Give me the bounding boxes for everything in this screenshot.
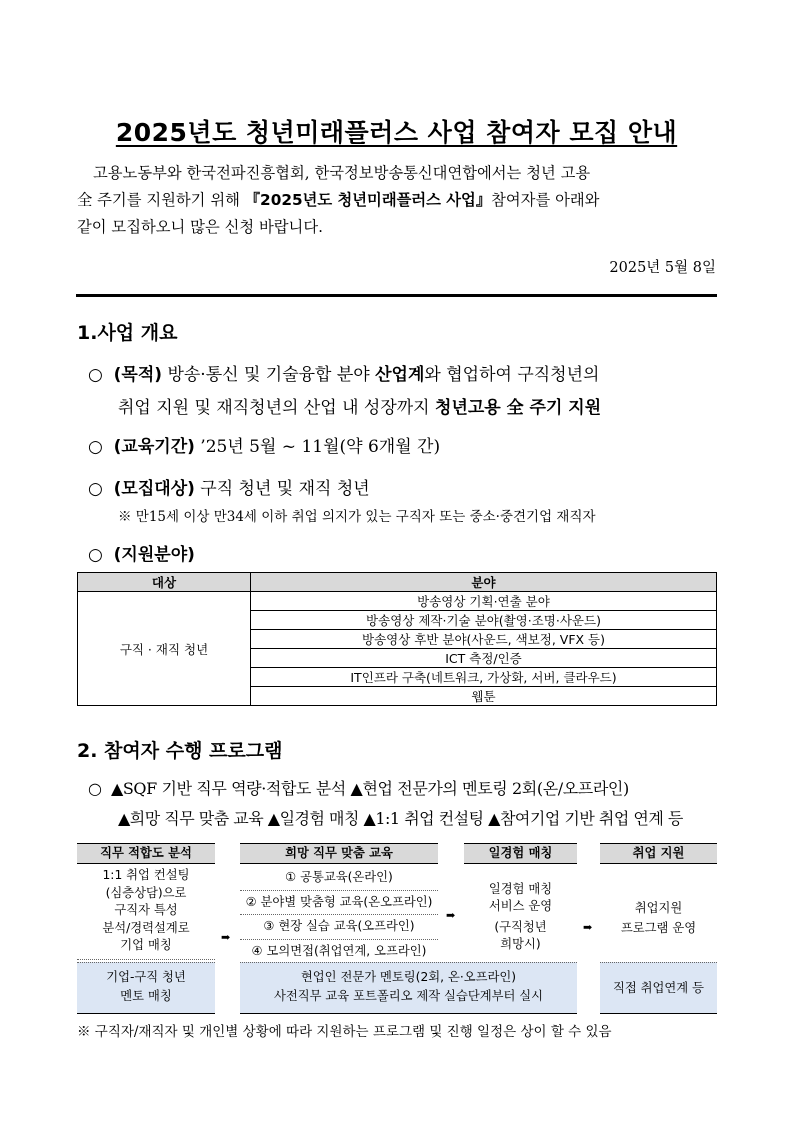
flow-item: ④ 모의면접(취업연계, 오프라인): [251, 943, 427, 958]
flow-item: ② 분야별 맞춤형 교육(온오프라인): [240, 891, 438, 916]
flow-text: 사전직무 교육 포트폴리오 제작 실습단계부터 실시: [274, 989, 543, 1003]
target-note: ※ 만15세 이상 만34세 이하 취업 의지가 있는 구직자 또는 중소·중견기업 재직자: [118, 509, 596, 525]
flow-mentor-matching: [77, 962, 215, 1014]
flow-text: 멘토 매칭: [120, 989, 172, 1003]
flow-col-training: [240, 843, 438, 963]
flow-mentoring: [240, 962, 577, 1014]
intro-line-2: 全 주기를 지원하기 위해 『2025년도 청년미래플러스 사업』참여자를 아래와: [77, 191, 600, 209]
table-header-row: [78, 573, 717, 592]
notice-date: 2025년 5월 8일: [609, 260, 716, 276]
program-summary-line-1: ○ ▲SQF 기반 직무 역량·적합도 분석 ▲현업 전문가의 멘토링 2회(온/오프라인): [88, 779, 629, 798]
arrow-icon: ➡: [446, 909, 456, 922]
fields-table: [77, 572, 717, 706]
page-title: 2025년도 청년미래플러스 사업 참여자 모집 안내: [115, 118, 678, 147]
flow-direct-employment: 직접 취업연계 등: [600, 962, 717, 1014]
flow-text: 서비스 운영: [488, 899, 553, 913]
flow-text: (심층상담)으로: [105, 885, 187, 900]
flow-col-work-experience: [464, 843, 577, 953]
flow-item: ③ 현장 실습 교육(오프라인): [240, 915, 438, 940]
divider: [76, 294, 717, 297]
target-item: ○ (모집대상) 구직 청년 및 재직 청년: [88, 479, 370, 499]
flow-header: 희망 직무 맞춤 교육: [240, 843, 438, 864]
flow-text: 현업인 전문가 멘토링(2회, 온·오프라인): [300, 970, 517, 984]
purpose-item: ○ (목적) 방송·통신 및 기술융합 분야 산업계와 협업하여 구직청년의: [88, 365, 600, 385]
flow-text: 1:1 취업 컨설팅: [102, 868, 190, 882]
flow-col-employment: [600, 843, 717, 938]
flow-text: 취업지원: [634, 901, 683, 915]
period-item: ○ (교육기간) ’25년 5월 ~ 11월(약 6개월 간): [88, 437, 441, 457]
flow-header: 일경험 매칭: [464, 843, 577, 864]
flow-text: 일경험 매칭: [488, 882, 553, 896]
intro-line-3: 같이 모집하오니 많은 신청 바랍니다.: [77, 218, 323, 236]
table-row: [78, 592, 717, 611]
col-target-header: 대상: [78, 573, 251, 592]
flow-header: 취업 지원: [600, 843, 717, 864]
section-2-heading: 2. 참여자 수행 프로그램: [77, 740, 283, 762]
field-cell: 웹툰: [251, 687, 717, 706]
flow-header: 직무 적합도 분석: [77, 843, 215, 864]
flow-text: 프로그램 운영: [620, 921, 697, 935]
purpose-item-line-2: 취업 지원 및 재직청년의 산업 내 성장까지 청년고용 全 주기 지원: [118, 398, 602, 418]
field-cell: ICT 측정/인증: [251, 649, 717, 668]
flow-text: 구직자 특성: [114, 903, 178, 917]
col-field-header: 분야: [251, 573, 717, 592]
section-1-heading: 1.사업 개요: [77, 322, 178, 344]
field-cell: IT인프라 구축(네트워크, 가상화, 서버, 클라우드): [251, 668, 717, 687]
flow-text: (구직청년: [494, 920, 547, 934]
program-name: 『2025년도 청년미래플러스 사업』: [244, 191, 492, 209]
field-cell: 방송영상 후반 분야(사운드, 색보정, VFX 등): [251, 630, 717, 649]
flow-text: 기업-구직 청년: [106, 970, 186, 984]
flow-text: 기업 매칭: [120, 938, 172, 952]
arrow-icon: ➡: [221, 931, 231, 944]
field-cell: 방송영상 기획·연출 분야: [251, 592, 717, 611]
flow-item: ① 공통교육(온라인): [240, 866, 438, 891]
program-summary-line-2: ▲희망 직무 맞춤 교육 ▲일경험 매칭 ▲1:1 취업 컨설팅 ▲참여기업 기반 취업 연계 등: [118, 809, 683, 828]
target-cell: 구직 · 재직 청년: [78, 592, 251, 706]
arrow-icon: ➡: [583, 921, 593, 934]
fields-item: ○ (지원분야): [88, 545, 195, 565]
program-note: ※ 구직자/재직자 및 개인별 상황에 따라 지원하는 프로그램 및 진행 일정은 상이 할 수 있음: [77, 1024, 612, 1040]
flow-col-job-fit: [77, 843, 215, 960]
flow-text: 희망시): [500, 937, 541, 951]
flow-text: 분석/경력설계로: [102, 920, 190, 935]
field-cell: 방송영상 제작·기술 분야(촬영·조명·사운드): [251, 611, 717, 630]
intro-line-1: 고용노동부와 한국전파진흥협회, 한국정보방송통신대연합에서는 청년 고용: [93, 164, 591, 182]
